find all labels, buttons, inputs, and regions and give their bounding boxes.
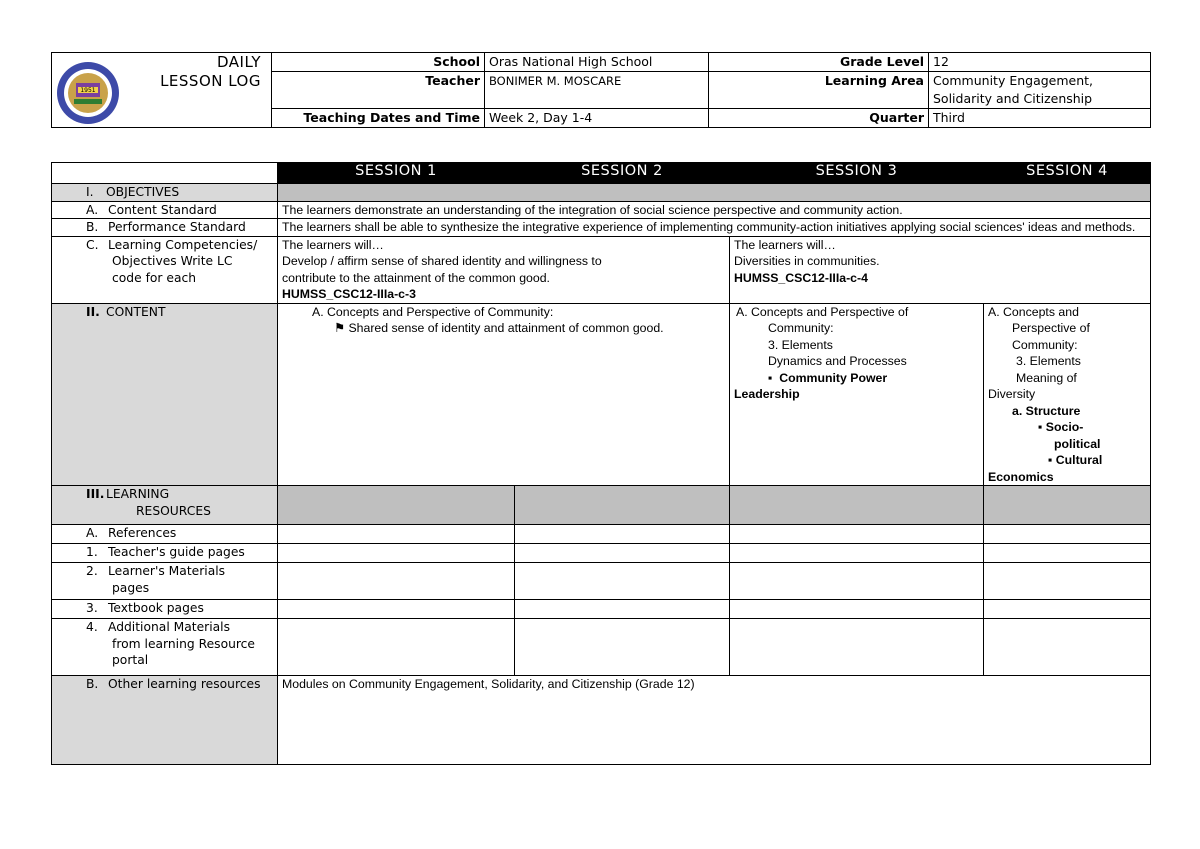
learning-competencies-label: C. Learning Competencies/ Objectives Write LC code for each [52,236,278,303]
other-resources-text: Modules on Community Engagement, Solidarity, and Citizenship (Grade 12) [278,676,1151,765]
grade-level-label: Grade Level [709,53,929,72]
teachers-guide-s3 [730,544,984,563]
performance-standard-text: The learners shall be able to synthesize the integrative experience of implementing community-action initiatives applying social sciences' ideas and methods. [278,219,1151,237]
content-standard-label: A. Content Standard [52,201,278,219]
objectives-heading: I. OBJECTIVES [52,184,278,202]
session-2-header: SESSION 2 [515,163,730,184]
content-session-3: A. Concepts and Perspective of Community: 3. Elements Dynamics and Processes ▪ Community Power Leadership [730,303,984,486]
title-lesson-log: LESSON LOG [160,72,261,90]
additional-materials-label: 4. Additional Materials from learning Resource portal [52,619,278,676]
teachers-guide-label: 1. Teacher's guide pages [52,544,278,563]
objectives-heading-row [52,184,1151,202]
learners-materials-s4 [984,563,1151,600]
school-seal-logo [54,59,122,127]
svg-text:1951: 1951 [80,87,96,94]
textbook-pages-row [52,600,1151,619]
blank-corner-cell [52,163,278,184]
additional-materials-s2 [515,619,730,676]
references-s4 [984,525,1151,544]
teachers-guide-s4 [984,544,1151,563]
session-1-header: SESSION 1 [278,163,515,184]
references-s2 [515,525,730,544]
learners-materials-s1 [278,563,515,600]
content-row [52,303,1151,486]
teachers-guide-row [52,544,1151,563]
flag-bullet-icon: ⚑ [334,321,346,335]
competencies-sessions-1-2: The learners will… Develop / affirm sense of shared identity and willingness to contribute to the attainment of the common good. HUMSS_CSC12-IIIa-c-3 [278,236,730,303]
learners-materials-label: 2. Learner's Materials pages [52,563,278,600]
session-4-header: SESSION 4 [984,163,1151,184]
teacher-label: Teacher [272,72,485,109]
teachers-guide-s2 [515,544,730,563]
objectives-shaded-cell [278,184,1151,202]
title-daily: DAILY [217,53,261,71]
other-resources-label: B. Other learning resources [52,676,278,765]
references-s3 [730,525,984,544]
teaching-dates-label: Teaching Dates and Time [272,109,485,128]
performance-standard-label: B. Performance Standard [52,219,278,237]
resources-shaded-s3 [730,486,984,525]
header-table [51,52,1151,128]
content-standard-row [52,201,1151,219]
learning-resources-heading-row [52,486,1151,525]
additional-materials-s1 [278,619,515,676]
learners-materials-s2 [515,563,730,600]
other-resources-row [52,676,1151,765]
square-bullet-icon: ▪ [768,370,773,385]
content-sessions-1-2: A. Concepts and Perspective of Community: ⚑ Shared sense of identity and attainment of common good. [278,303,730,486]
teaching-dates-value: Week 2, Day 1-4 [485,109,709,128]
additional-materials-s4 [984,619,1151,676]
school-value: Oras National High School [485,53,709,72]
additional-materials-s3 [730,619,984,676]
textbook-pages-s2 [515,600,730,619]
textbook-pages-s3 [730,600,984,619]
sessions-header-row [52,163,1151,184]
quarter-label: Quarter [709,109,929,128]
lesson-log-table [51,162,1151,765]
textbook-pages-s4 [984,600,1151,619]
learning-resources-heading: III. LEARNING RESOURCES [52,486,278,525]
performance-standard-row [52,219,1151,237]
learning-area-label: Learning Area [709,72,929,109]
resources-shaded-s2 [515,486,730,525]
resources-shaded-s4 [984,486,1151,525]
learning-area-value: Community Engagement, Solidarity and Citizenship [929,72,1151,109]
learners-materials-s3 [730,563,984,600]
content-heading: II. CONTENT [52,303,278,486]
school-label: School [272,53,485,72]
textbook-pages-s1 [278,600,515,619]
learning-competencies-row [52,236,1151,303]
teachers-guide-s1 [278,544,515,563]
square-bullet-icon: ▪ [1038,420,1043,434]
references-label: A. References [52,525,278,544]
references-s1 [278,525,515,544]
additional-materials-row [52,619,1151,676]
resources-shaded-s1 [278,486,515,525]
quarter-value: Third [929,109,1151,128]
logo-title-cell [52,53,272,128]
references-row [52,525,1151,544]
content-session-4: A. Concepts and Perspective of Community: 3. Elements Meaning of Diversity a. Structure ▪ Socio- political ▪ Cultural Economics [984,303,1151,486]
lc-code-3: HUMSS_CSC12-IIIa-c-3 [282,287,416,301]
session-3-header: SESSION 3 [730,163,984,184]
content-standard-text: The learners demonstrate an understanding of the integration of social science perspective and community action. [278,201,1151,219]
textbook-pages-label: 3. Textbook pages [52,600,278,619]
competencies-sessions-3-4: The learners will… Diversities in communities. HUMSS_CSC12-IIIa-c-4 [730,236,1151,303]
square-bullet-icon: ▪ [1048,453,1053,467]
grade-level-value: 12 [929,53,1151,72]
learners-materials-row [52,563,1151,600]
lc-code-4: HUMSS_CSC12-IIIa-c-4 [734,270,868,285]
teacher-value: BONIMER M. MOSCARE [485,72,709,109]
